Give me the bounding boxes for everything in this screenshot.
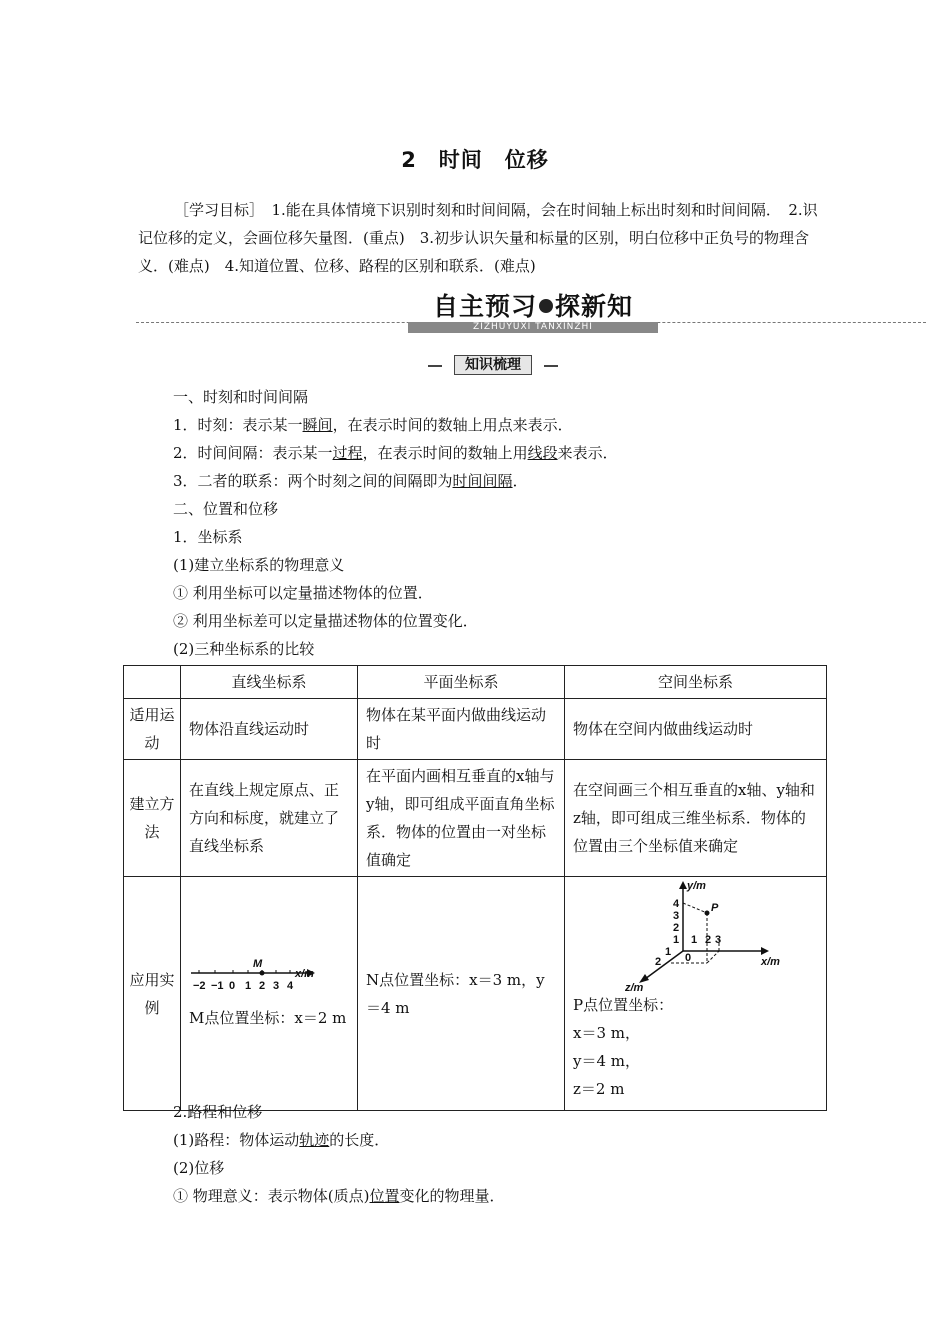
displacement-heading: (2)位移: [173, 1159, 225, 1177]
displacement-meaning: ① 物理意义：表示物体(质点)位置变化的物理量．: [173, 1187, 505, 1205]
tag-line-left: [428, 365, 442, 367]
table-row: [124, 877, 827, 1111]
table-row: [124, 760, 827, 877]
section-tag: [428, 355, 558, 377]
path-definition: (1)路程：物体运动轨迹的长度．: [173, 1131, 390, 1149]
axis-tick-label: 1: [245, 980, 252, 992]
tag-line-right: [544, 365, 558, 367]
coordinate-heading: 1．坐标系: [173, 528, 243, 546]
objectives-text: ［学习目标］ 1.能在具体情境下识别时刻和时间间隔，会在时间轴上标出时刻和时间间隔． 2.识记位移的定义，会画位移矢量图．(重点) 3.初步认识矢量和标量的区别，明白位移中正负号的物理含义．(难点) 4.知道位置、位移、路程的区别和联系．(难点): [138, 201, 818, 275]
coordinate-point-2: ② 利用坐标差可以定量描述物体的位置变化．: [173, 612, 478, 630]
x-tick-label: 3: [715, 934, 722, 946]
p-point-z: z＝2 m: [573, 1080, 625, 1098]
p-point-title: P点位置坐标：: [573, 996, 674, 1014]
axis-tick-label: −1: [211, 980, 224, 992]
banner-left-text: 自主预习: [432, 292, 537, 321]
x-axis-arrow: [761, 947, 769, 955]
table-row: [124, 699, 827, 760]
point-m-marker: [260, 971, 265, 976]
y-tick-label: 4: [673, 898, 680, 910]
y-axis-label: y/m: [687, 880, 706, 892]
z-tick-label: 2: [655, 956, 662, 968]
coordinate-comparison-table: [123, 665, 827, 1111]
page-title: 2 时间 位移: [401, 148, 549, 172]
section-banner: [136, 292, 926, 332]
table-header-row: [124, 666, 827, 699]
m-point-coordinate: M点位置坐标：x＝2 m: [189, 1009, 347, 1027]
axis-tick-label: 3: [273, 980, 280, 992]
origin-label: 0: [685, 952, 692, 964]
row-label: 应用实例: [124, 877, 181, 1111]
banner-subtitle: ZIZHUYUXI TANXINZHI: [408, 322, 658, 333]
moment-definition: 1．时刻：表示某一瞬间，在表示时间的数轴上用点来表示．: [173, 416, 573, 434]
point-label-m: M: [253, 958, 263, 970]
table-cell: N点位置坐标：x＝3 m，y＝4 m: [358, 877, 565, 1111]
y-axis-arrow: [679, 881, 687, 889]
table-cell: 在平面内画相互垂直的x轴与y轴，即可组成平面直角坐标系．物体的位置由一对坐标值确定: [358, 760, 565, 877]
space-axes-diagram: [623, 879, 803, 991]
section-tag-label: 知识梳理: [454, 355, 532, 375]
axis-label: x/m: [295, 968, 314, 980]
learning-objectives: [138, 196, 818, 280]
z-tick-label: 1: [665, 946, 672, 958]
table-cell: 物体在空间内做曲线运动时: [565, 699, 827, 760]
table-cell: [565, 877, 827, 1111]
x-tick-label: 2: [705, 934, 712, 946]
coordinate-meaning: (1)建立坐标系的物理意义: [173, 556, 345, 574]
x-axis-label: x/m: [761, 956, 780, 968]
table-cell: 在直线上规定原点、正方向和标度，就建立了直线坐标系: [181, 760, 358, 877]
banner-arrow-icon: [539, 299, 553, 313]
p-point-y: y＝4 m，: [573, 1052, 641, 1070]
relation-definition: 3．二者的联系：两个时刻之间的间隔即为时间间隔．: [173, 472, 528, 490]
point-p-marker: [705, 911, 710, 916]
y-tick-label: 2: [673, 922, 680, 934]
y-tick-label: 3: [673, 910, 680, 922]
table-cell: [181, 877, 358, 1111]
line-axis-diagram: [189, 955, 339, 995]
x-tick-label: 1: [691, 934, 698, 946]
table-cell: 在空间画三个相互垂直的x轴、y轴和z轴，即可组成三维坐标系．物体的位置由三个坐标值来确定: [565, 760, 827, 877]
z-axis: [645, 951, 683, 979]
table-cell: 物体在某平面内做曲线运动时: [358, 699, 565, 760]
coordinate-compare: (2)三种坐标系的比较: [173, 640, 315, 658]
section3-heading: 2.路程和位移: [173, 1103, 263, 1121]
table-header-cell: 平面坐标系: [358, 666, 565, 699]
path-displacement-section: [173, 1098, 893, 1210]
banner-right-text: 探新知: [555, 292, 634, 321]
table-header-cell: 空间坐标系: [565, 666, 827, 699]
row-label: 适用运动: [124, 699, 181, 760]
axis-tick-label: 4: [287, 980, 294, 992]
interval-definition: 2．时间间隔：表示某一过程，在表示时间的数轴上用线段来表示．: [173, 444, 618, 462]
knowledge-content: [173, 383, 893, 663]
table-header-cell: 直线坐标系: [181, 666, 358, 699]
axis-tick-label: 2: [259, 980, 266, 992]
p-point-x: x＝3 m，: [573, 1024, 640, 1042]
section1-heading: 一、时刻和时间间隔: [173, 388, 309, 406]
point-label-p: P: [711, 902, 719, 914]
table-header-cell: [124, 666, 181, 699]
row-label: 建立方法: [124, 760, 181, 877]
axis-tick-label: −2: [193, 980, 206, 992]
banner-title: [408, 292, 658, 322]
section2-heading: 二、位置和位移: [173, 500, 279, 518]
y-tick-label: 1: [673, 934, 680, 946]
z-axis-label: z/m: [625, 982, 644, 991]
coordinate-point-1: ① 利用坐标可以定量描述物体的位置．: [173, 584, 433, 602]
axis-tick-label: 0: [229, 980, 236, 992]
table-cell: 物体沿直线运动时: [181, 699, 358, 760]
